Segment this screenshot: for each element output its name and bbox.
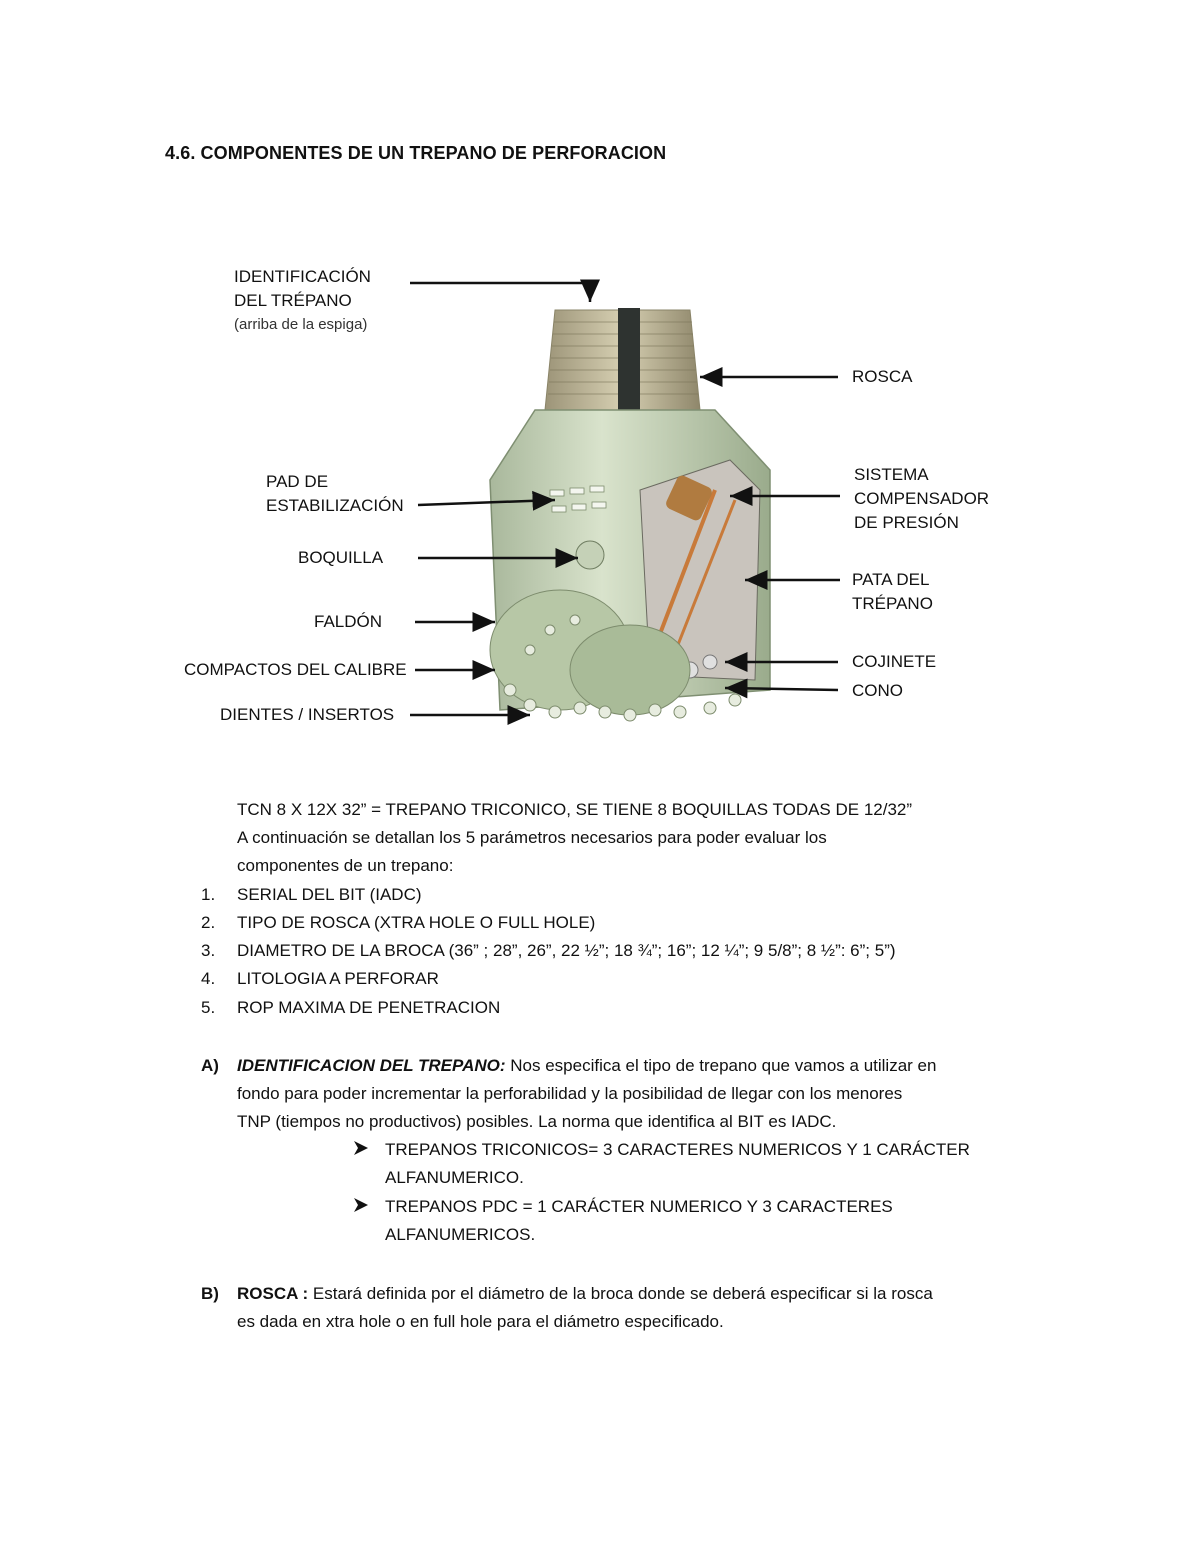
label-identificacion-sub: (arriba de la espiga) [234, 316, 368, 333]
label-sistema-2: COMPENSADOR [854, 489, 990, 508]
section-b-marker: B) [201, 1284, 219, 1303]
section-b-text-1: Estará definida por el diámetro de la broca donde se deberá especificar si la rosca [308, 1284, 933, 1303]
label-sistema-3: DE PRESIÓN [854, 513, 959, 532]
list-item-number: 2. [201, 913, 216, 932]
section-a-text-1: Nos especifica el tipo de trepano que vamos a utilizar en [505, 1056, 937, 1075]
list-item-number: 4. [201, 969, 216, 988]
list-item: DIAMETRO DE LA BROCA (36” ; 28”, 26”, 22 ½”; 18 ¾”; 16”; 12 ¼”; 9 5/8”; 8 ½”: 6”; 5”) [237, 941, 896, 960]
bullet-1-line-2: ALFANUMERICO. [385, 1168, 524, 1187]
intro-line-3: componentes de un trepano: [237, 856, 454, 875]
label-sistema-1: SISTEMA [854, 465, 929, 484]
section-a-line-1 [237, 1052, 936, 1080]
page-heading: 4.6. COMPONENTES DE UN TREPANO DE PERFORACION [165, 143, 667, 163]
label-pata-2: TRÉPANO [852, 594, 933, 613]
intro-line-1: TCN 8 X 12X 32” = TREPANO TRICONICO, SE TIENE 8 BOQUILLAS TODAS DE 12/32” [237, 800, 913, 819]
label-pad-1: PAD DE [266, 472, 329, 491]
label-dientes: DIENTES / INSERTOS [220, 705, 395, 724]
label-cono: CONO [852, 681, 903, 700]
list-item: ROP MAXIMA DE PENETRACION [237, 998, 501, 1017]
label-cojinete: COJINETE [852, 652, 937, 671]
section-a-line-3: TNP (tiempos no productivos) posibles. La norma que identifica al BIT es IADC. [237, 1112, 837, 1131]
section-b-line-1 [237, 1280, 933, 1308]
section-a-title: IDENTIFICACION DEL TREPANO: [237, 1056, 506, 1075]
label-identificacion-1: IDENTIFICACIÓN [234, 267, 371, 286]
section-b-line-2: es dada en xtra hole o en full hole para el diámetro especificado. [237, 1312, 724, 1331]
label-pata-1: PATA DEL [852, 570, 930, 589]
list-item: LITOLOGIA A PERFORAR [237, 969, 439, 988]
label-rosca: ROSCA [852, 367, 913, 386]
label-faldon: FALDÓN [314, 612, 383, 631]
list-item: TIPO DE ROSCA (XTRA HOLE O FULL HOLE) [237, 913, 596, 932]
arrow-bullet-icon [352, 1138, 370, 1166]
list-item-number: 3. [201, 941, 216, 960]
drill-bit-figure [170, 260, 1030, 740]
label-compactos: COMPACTOS DEL CALIBRE [184, 660, 407, 679]
label-pad-2: ESTABILIZACIÓN [266, 496, 404, 515]
section-a-marker: A) [201, 1056, 219, 1075]
bullet-2-line-2: ALFANUMERICOS. [385, 1225, 536, 1244]
list-item: SERIAL DEL BIT (IADC) [237, 885, 422, 904]
bullet-2-line-1: TREPANOS PDC = 1 CARÁCTER NUMERICO Y 3 CARACTERES [385, 1197, 893, 1216]
list-item-number: 1. [201, 885, 216, 904]
label-boquilla: BOQUILLA [298, 548, 384, 567]
section-b-title: ROSCA : [237, 1284, 309, 1303]
list-item-number: 5. [201, 998, 216, 1017]
arrow-bullet-icon [352, 1195, 370, 1223]
bullet-1-line-1: TREPANOS TRICONICOS= 3 CARACTERES NUMERICOS Y 1 CARÁCTER [385, 1140, 970, 1159]
section-a-line-2: fondo para poder incrementar la perforabilidad y la posibilidad de llegar con los menores [237, 1084, 903, 1103]
label-identificacion-2: DEL TRÉPANO [234, 291, 352, 310]
intro-line-2: A continuación se detallan los 5 parámetros necesarios para poder evaluar los [237, 828, 827, 847]
